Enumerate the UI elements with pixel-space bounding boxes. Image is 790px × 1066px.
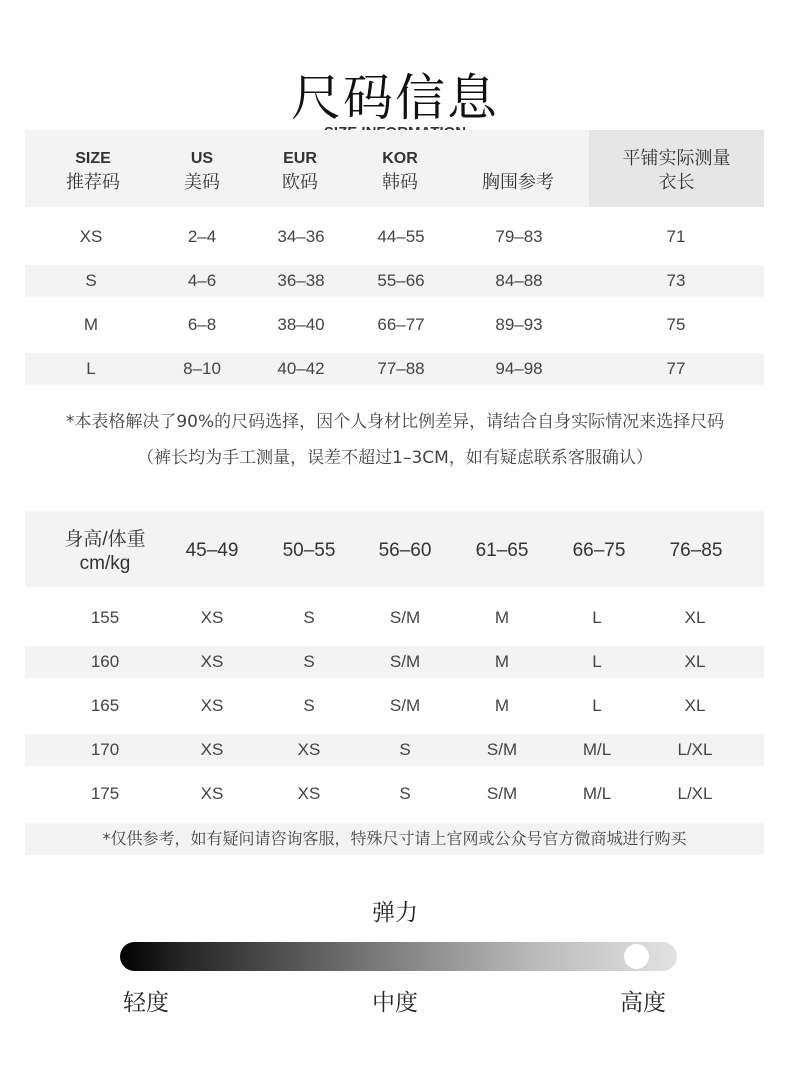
header-eur-en: EUR bbox=[283, 150, 317, 167]
header-kor bbox=[360, 147, 440, 195]
height-row bbox=[25, 734, 764, 766]
eur-cell: 40–42 bbox=[277, 359, 325, 378]
size-cell: M bbox=[494, 652, 510, 671]
size-cell: XS bbox=[200, 740, 224, 759]
length-cell: 75 bbox=[666, 315, 686, 334]
size-cell: M bbox=[494, 608, 510, 627]
chest-cell: 84–88 bbox=[495, 271, 543, 290]
height-cell: 155 bbox=[90, 608, 120, 627]
height-cell: 160 bbox=[90, 652, 120, 671]
header-size-en: SIZE bbox=[75, 150, 111, 167]
size-cell: XS bbox=[200, 652, 224, 671]
size-cell: S bbox=[399, 784, 411, 803]
kor-cell: 66–77 bbox=[377, 315, 425, 334]
us-cell: 8–10 bbox=[183, 359, 221, 378]
chest-cell: 94–98 bbox=[495, 359, 543, 378]
size-cell: XS bbox=[297, 784, 321, 803]
reference-note: *仅供参考，如有疑问请咨询客服，特殊尺寸请上官网或公众号官方微商城进行购买 bbox=[25, 823, 764, 855]
size-cell: L/XL bbox=[677, 784, 713, 803]
size-cell: XS bbox=[297, 740, 321, 759]
size-cell: S/M bbox=[486, 740, 518, 759]
us-cell: 6–8 bbox=[187, 315, 217, 334]
weight-col-header: 76–85 bbox=[669, 540, 723, 561]
height-cell: 170 bbox=[90, 740, 120, 759]
size-cell: S bbox=[303, 696, 315, 715]
header-height-weight-line2: cm/kg bbox=[79, 553, 131, 574]
header-chest bbox=[463, 171, 573, 195]
size-row bbox=[25, 221, 764, 253]
eur-cell: 36–38 bbox=[277, 271, 325, 290]
header-kor-en: KOR bbox=[382, 150, 418, 167]
header-chest-zh: 胸围参考 bbox=[482, 172, 554, 193]
size-cell: S bbox=[303, 608, 315, 627]
weight-col-header: 50–55 bbox=[282, 540, 336, 561]
size-cell: S/M bbox=[486, 784, 518, 803]
size-cell: XL bbox=[684, 608, 706, 627]
eur-cell: 34–36 bbox=[277, 227, 325, 246]
size-row bbox=[25, 309, 764, 341]
size-row bbox=[25, 265, 764, 297]
kor-cell: 77–88 bbox=[377, 359, 425, 378]
header-length-line1: 平铺实际测量 bbox=[622, 148, 731, 169]
length-cell: 73 bbox=[666, 271, 686, 290]
size-cell: XS bbox=[200, 608, 224, 627]
height-row bbox=[25, 778, 764, 810]
size-cell: L bbox=[592, 608, 602, 627]
elasticity-label-light: 轻度 bbox=[123, 990, 169, 1016]
header-height-weight-line1: 身高/体重 bbox=[64, 529, 146, 550]
height-row bbox=[25, 690, 764, 722]
kor-cell: 55–66 bbox=[377, 271, 425, 290]
size-cell: M/L bbox=[582, 784, 612, 803]
elasticity-indicator bbox=[624, 944, 649, 969]
header-us bbox=[162, 147, 242, 195]
size-cell: M bbox=[494, 696, 510, 715]
eur-cell: 38–40 bbox=[277, 315, 325, 334]
chest-cell: 89–93 bbox=[495, 315, 543, 334]
size-cell: M/L bbox=[582, 740, 612, 759]
header-length bbox=[589, 147, 764, 195]
weight-col-header: 56–60 bbox=[378, 540, 432, 561]
size-row bbox=[25, 353, 764, 385]
header-size bbox=[53, 147, 133, 195]
weight-col-header: 66–75 bbox=[572, 540, 626, 561]
header-eur bbox=[260, 147, 340, 195]
header-height-weight bbox=[64, 528, 145, 576]
length-cell: 77 bbox=[666, 359, 686, 378]
size-note: *本表格解决了90%的尺码选择，因个人身材比例差异，请结合自身实际情况来选择尺码 bbox=[65, 412, 725, 432]
elasticity-title: 弹力 bbox=[372, 900, 418, 926]
size-cell: S/M bbox=[389, 652, 421, 671]
size-cell: S/M bbox=[389, 696, 421, 715]
size-cell: S bbox=[85, 271, 97, 290]
size-cell: XS bbox=[200, 696, 224, 715]
size-cell: XS bbox=[79, 227, 103, 246]
size-cell: L/XL bbox=[677, 740, 713, 759]
measurement-note: （裤长均为手工测量，误差不超过1–3CM，如有疑虑联系客服确认） bbox=[137, 448, 653, 468]
page-title: 尺码信息 bbox=[291, 69, 499, 127]
header-size-zh: 推荐码 bbox=[66, 172, 120, 193]
us-cell: 4–6 bbox=[187, 271, 217, 290]
header-length-line2: 衣长 bbox=[658, 172, 695, 193]
header-us-en: US bbox=[190, 150, 214, 167]
height-row bbox=[25, 646, 764, 678]
size-cell: M bbox=[83, 315, 99, 334]
elasticity-gradient-bar bbox=[120, 942, 677, 971]
us-cell: 2–4 bbox=[187, 227, 217, 246]
elasticity-label-medium: 中度 bbox=[372, 990, 418, 1016]
kor-cell: 44–55 bbox=[377, 227, 425, 246]
header-kor-zh: 韩码 bbox=[382, 172, 418, 193]
height-cell: 165 bbox=[90, 696, 120, 715]
size-cell: L bbox=[592, 696, 602, 715]
chest-cell: 79–83 bbox=[495, 227, 543, 246]
size-cell: XL bbox=[684, 696, 706, 715]
height-cell: 175 bbox=[90, 784, 120, 803]
elasticity-label-high: 高度 bbox=[620, 990, 666, 1016]
size-cell: S bbox=[399, 740, 411, 759]
height-row bbox=[25, 602, 764, 634]
weight-col-header: 45–49 bbox=[185, 540, 239, 561]
size-cell: XL bbox=[684, 652, 706, 671]
size-cell: S/M bbox=[389, 608, 421, 627]
weight-col-header: 61–65 bbox=[475, 540, 529, 561]
header-us-zh: 美码 bbox=[184, 172, 220, 193]
size-cell: L bbox=[86, 359, 96, 378]
size-cell: XS bbox=[200, 784, 224, 803]
length-cell: 71 bbox=[666, 227, 686, 246]
header-eur-zh: 欧码 bbox=[282, 172, 318, 193]
size-cell: L bbox=[592, 652, 602, 671]
size-cell: S bbox=[303, 652, 315, 671]
